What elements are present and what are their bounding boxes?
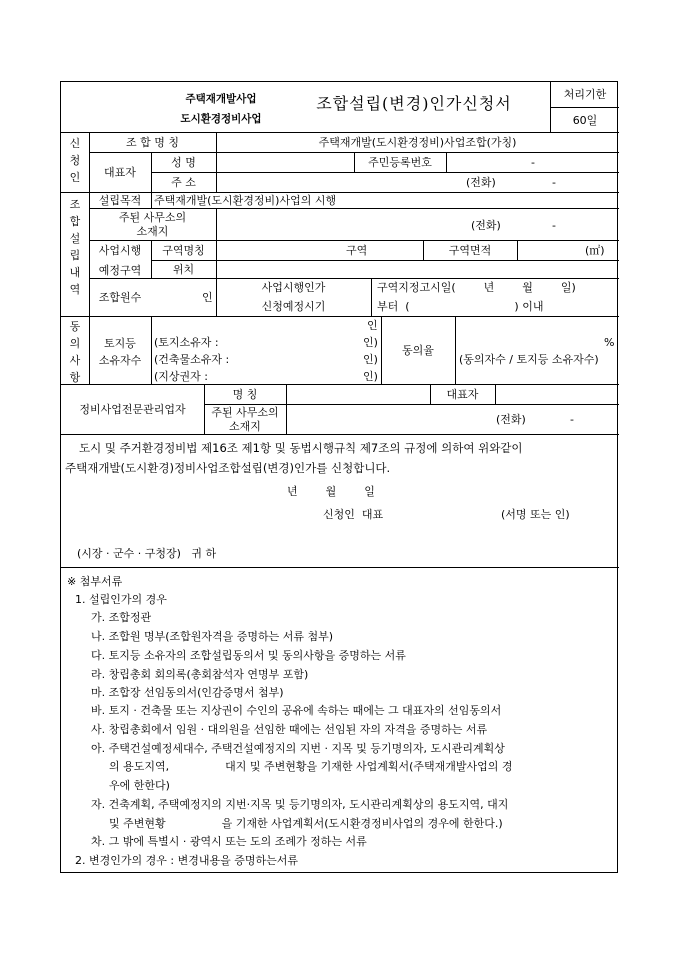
attachment-item: 라. 창립총회 회의록(총회참석자 연명부 포함)	[91, 668, 309, 681]
applicant-phone-label: (전화)	[466, 176, 496, 189]
attachment-item-business-plan-line2: 의 용도지역, 대지 및 주변현황을 기재한 사업계획서(주택재개발사업의 경	[109, 760, 513, 773]
grid-line	[89, 278, 619, 279]
grid-line	[550, 107, 619, 108]
grid-line	[89, 316, 90, 384]
processing-period-value: 60일	[572, 114, 598, 127]
representative-label: 대표자	[104, 166, 136, 179]
zone-notice-line2: 부터 ( ) 이내	[377, 300, 544, 313]
area-unit: (㎡)	[585, 244, 605, 257]
applicant-phone-dash: -	[552, 176, 556, 189]
grid-line	[151, 192, 152, 208]
attachment-item-business-plan-line1: 아. 주택건설예정세대수, 주택건설예정지의 지번 · 지목 및 등기명의자, 도시관리계획상	[91, 742, 505, 755]
land-owner-label: (토지소유자 :	[154, 336, 219, 349]
manager-office-line1: 주된 사무소의	[211, 406, 279, 419]
grid-line	[517, 240, 518, 260]
manager-rep-label: 대표자	[446, 388, 479, 401]
approval-time-line2: 신청예정시기	[261, 300, 326, 313]
attachment-item: 바. 토지 · 건축물 또는 지상권이 수인의 공유에 속하는 때에는 그 대표자의 선임동의서	[91, 704, 502, 717]
owners-label-line2: 소유자수	[98, 354, 142, 367]
manager-name-label: 명 칭	[232, 388, 258, 401]
attachments-heading: ※ 첨부서류	[67, 575, 123, 588]
grid-line	[151, 260, 619, 261]
section-label-consent: 동의사항	[69, 320, 81, 384]
manager-office-line2: 소재지	[229, 420, 261, 433]
grid-line	[151, 316, 152, 384]
union-name-value[interactable]: 주택재개발(도시환경정비)사업조합(가칭)	[318, 136, 517, 149]
surface-right-unit: 인)	[363, 370, 378, 383]
processing-period-label: 처리기한	[563, 88, 607, 101]
members-label: 조합원수	[98, 291, 142, 304]
attachment-item-ordinance: 차. 그 밖에 특별시 · 광역시 또는 도의 조례가 정하는 서류	[91, 835, 367, 848]
zone-label-line2: 예정구역	[98, 264, 142, 277]
law-name-redevelopment: 주택재개발사업	[185, 93, 257, 105]
office-phone-dash: -	[552, 219, 556, 232]
grid-line	[61, 434, 619, 435]
attachments-case1: 1. 설립인가의 경우	[75, 593, 167, 606]
zone-unit: 구역	[346, 244, 368, 257]
building-owner-label: (건축물소유자 :	[154, 353, 230, 366]
attachment-item: 나. 조합원 명부(조합원자격을 증명하는 서류 첨부)	[91, 630, 334, 643]
consent-rate-label: 동의율	[402, 344, 434, 357]
manager-phone-dash: -	[570, 413, 574, 426]
grid-line	[371, 278, 372, 316]
consent-percent: %	[604, 336, 615, 349]
consent-formula: (동의자수 / 토지등 소유자수)	[459, 353, 599, 366]
grid-line	[446, 152, 447, 172]
grid-line	[495, 384, 496, 404]
attachment-item: 다. 토지등 소유자의 조합설립동의서 및 동의사항을 증명하는 서류	[91, 649, 406, 662]
law-name-urban-renewal: 도시환경정비사업	[180, 113, 262, 125]
owners-total-unit: 인	[367, 319, 378, 332]
application-date: 년 월 일	[287, 485, 375, 498]
name-label: 성 명	[171, 156, 196, 169]
grid-line	[204, 404, 619, 405]
attachment-item-building-plan-line1: 자. 건축계획, 주택예정지의 지번·지목 및 등기명의자, 도시관리계획상의 용도지역, 대지	[91, 798, 509, 811]
approval-time-line1: 사업시행인가	[261, 281, 326, 294]
signer-label: 신청인 대표	[323, 508, 384, 521]
attachment-item: 사. 창립총회에서 임원 · 대의원을 선임한 때에는 선임된 자의 자격을 증명하는 서류	[91, 723, 488, 736]
zone-label-line1: 사업시행	[98, 244, 142, 257]
surface-right-label: (지상권자 :	[154, 370, 208, 383]
section-label-establishment: 조합설립내역	[69, 198, 81, 296]
owners-label-line1: 토지등	[104, 337, 136, 350]
address-label: 주 소	[171, 176, 196, 189]
manager-phone-label: (전화)	[496, 413, 526, 426]
grid-line	[89, 208, 619, 209]
office-phone-label: (전화)	[471, 219, 501, 232]
page-title: 조합설립(변경)인가신청서	[316, 94, 512, 113]
application-form	[60, 81, 618, 873]
members-unit: 인	[202, 291, 213, 304]
zone-area-label: 구역면적	[448, 244, 492, 257]
attachment-item-building-plan-line2: 및 주변현황 을 기재한 사업계획서(도시환경정비사업의 경우에 한한다.)	[109, 817, 503, 830]
grid-line	[89, 240, 619, 241]
zone-notice-line1: 구역지정고시일( 년 월 일)	[377, 281, 576, 294]
rrn-dash: -	[531, 156, 535, 169]
purpose-value[interactable]: 주택재개발(도시환경정비)사업의 시행	[154, 194, 337, 207]
zone-name-label: 구역명칭	[162, 244, 205, 257]
grid-line	[61, 316, 619, 317]
union-name-label: 조 합 명 칭	[126, 136, 179, 149]
grid-line	[455, 316, 456, 384]
location-label: 위치	[172, 263, 195, 276]
grid-line	[151, 172, 619, 173]
grid-line	[61, 384, 619, 385]
attachment-item: 마. 조합장 선임동의서(인감증명서 첨부)	[91, 686, 284, 699]
grid-line	[61, 567, 619, 568]
declaration-line1: 도시 및 주거환경정비법 제16조 제1항 및 동법시행규칙 제7조의 규정에 의하여 위와같이	[79, 441, 523, 455]
recipient: (시장 · 군수 · 구청장) 귀 하	[77, 547, 217, 560]
purpose-label: 설립목적	[98, 194, 142, 207]
rrn-label: 주민등록번호	[368, 156, 432, 169]
declaration-line2: 주택재개발(도시환경)정비사업조합설립(변경)인가를 신청합니다.	[65, 461, 391, 475]
office-label-line2: 소재지	[136, 225, 169, 238]
signature-note: (서명 또는 인)	[501, 508, 570, 521]
manager-label: 정비사업전문관리업자	[79, 403, 186, 416]
attachment-item-business-plan-line3: 우에 한한다)	[109, 779, 170, 792]
office-label-line1: 주된 사무소의	[118, 211, 187, 224]
grid-line	[286, 384, 287, 434]
attachments-case2: 2. 변경인가의 경우 : 변경내용을 증명하는서류	[75, 854, 298, 867]
grid-line	[61, 192, 619, 193]
attachment-item: 가. 조합정관	[91, 611, 152, 624]
land-owner-unit: 인)	[363, 336, 378, 349]
section-label-applicant: 신청인	[69, 137, 81, 184]
building-owner-unit: 인)	[363, 353, 378, 366]
grid-line	[61, 132, 619, 133]
